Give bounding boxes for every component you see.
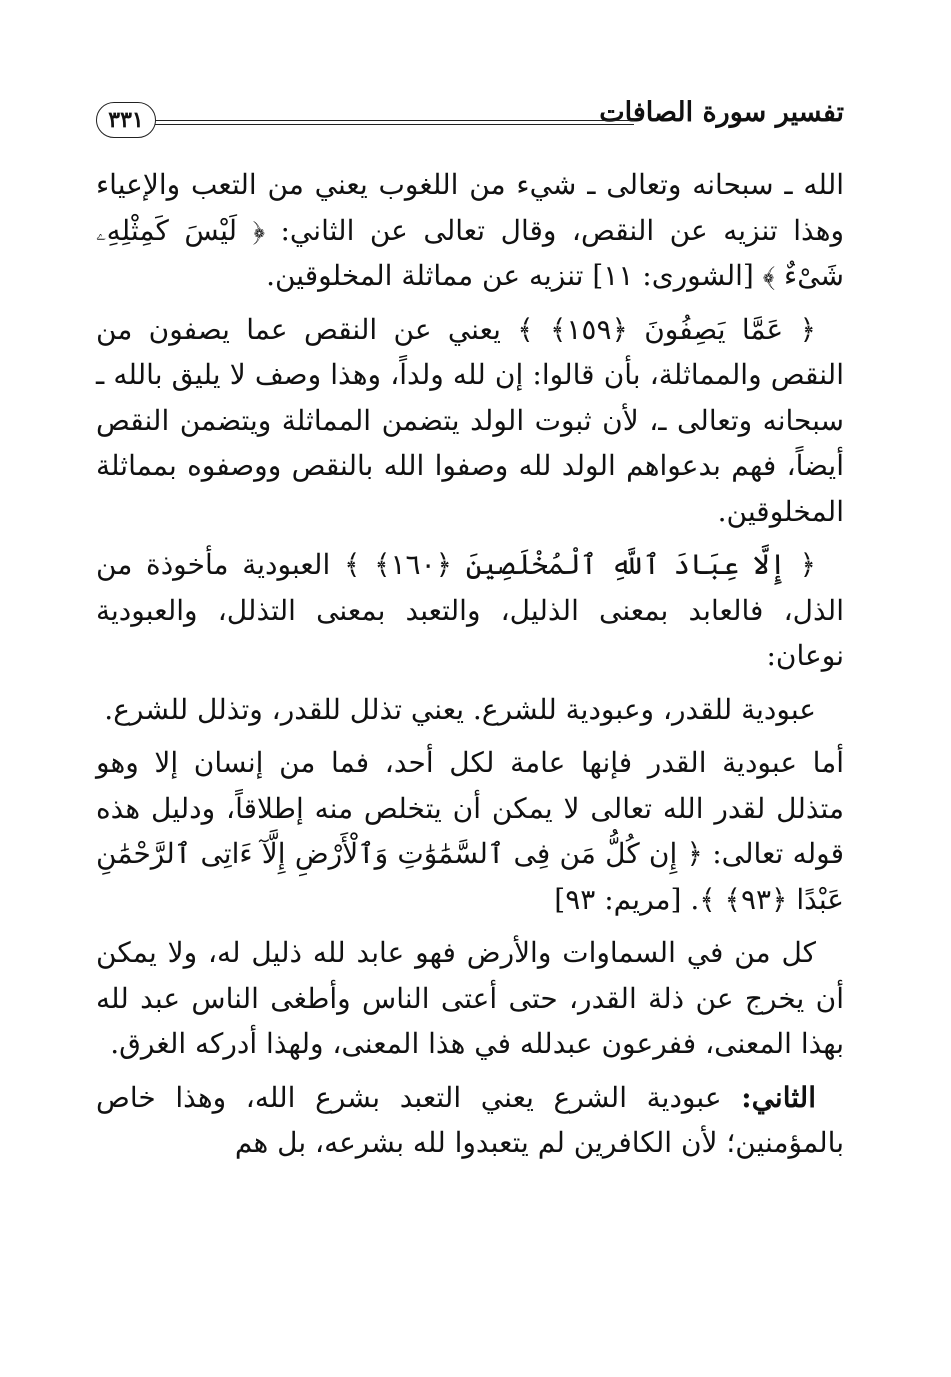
paragraph-4: عبودية للقدر، وعبودية للشرع. يعني تذلل للقدر، وتذلل للشرع. xyxy=(104,692,816,726)
paragraph-2: ﴿ عَمَّا يَصِفُونَ ﴿١٥٩﴾ ﴾ يعني عن النقص عما يصفون من النقص والمماثلة، بأن قالوا: إن لله ولداً، وهذا وصف لا يليق بالله ـ سبحانه وتعالى ـ، لأن ثبوت الولد يتضمن المماثلة ويتضمن النقص أيضاً، فهم بدعواهم الولد لله وصفوا الله بالنقص ووصفوه بمماثلة المخلوقين. xyxy=(96,312,844,528)
header-rule xyxy=(142,120,634,125)
second-type-label: الثاني: xyxy=(741,1080,816,1114)
page-header xyxy=(96,96,844,142)
running-title: تفسير سورة الصافات xyxy=(599,97,844,128)
page-body xyxy=(96,162,844,1174)
page-number-frame xyxy=(96,102,156,138)
paragraph-6: كل من في السماوات والأرض فهو عابد لله ذليل له، ولا يمكن أن يخرج عن ذلة القدر، حتى أعتى الناس وأطغى الناس عبد لله بهذا المعنى، ففرعون عبدلله في هذا المعنى، ولهذا أدركه الغرق. xyxy=(96,936,844,1060)
paragraph-1: الله ـ سبحانه وتعالى ـ شيء من اللغوب يعني من التعب والإعياء وهذا تنزيه عن النقص، وقال تعالى عن الثاني: ﴿ لَيْسَ كَمِثْلِهِۦ شَىْءٌ ﴾ [الشورى: ١١] تنزيه عن مماثلة المخلوقين. xyxy=(96,168,844,292)
paragraph-7 xyxy=(96,1075,844,1166)
paragraph-5: أما عبودية القدر فإنها عامة لكل أحد، فما من إنسان إلا وهو متذلل لقدر الله تعالى لا يمكن أن يتخلص منه إطلاقاً، ودليل هذه قوله تعالى: ﴿ إِن كُلُّ مَن فِى ٱلسَّمَٰوَٰتِ وَٱلْأَرْضِ إِلَّآ ءَاتِى ٱلرَّحْمَٰنِ عَبْدًا ﴿٩٣﴾ ﴾. [مريم: ٩٣] xyxy=(96,746,844,916)
paragraph-7-text: عبودية الشرع يعني التعبد بشرع الله، وهذا خاص بالمؤمنين؛ لأن الكافرين لم يتعبدوا لله بشرعه، بل هم xyxy=(96,1080,844,1159)
paragraph-3: ﴿ إِلَّا عِبَادَ ٱللَّهِ ٱلْمُخْلَصِينَ ﴿١٦٠﴾ ﴾ العبودية مأخوذة من الذل، فالعابد بمعنى الذليل، والتعبد بمعنى التذلل، والعبودية نوعان: xyxy=(96,548,844,672)
page-number: ٣٣١ xyxy=(108,107,144,133)
